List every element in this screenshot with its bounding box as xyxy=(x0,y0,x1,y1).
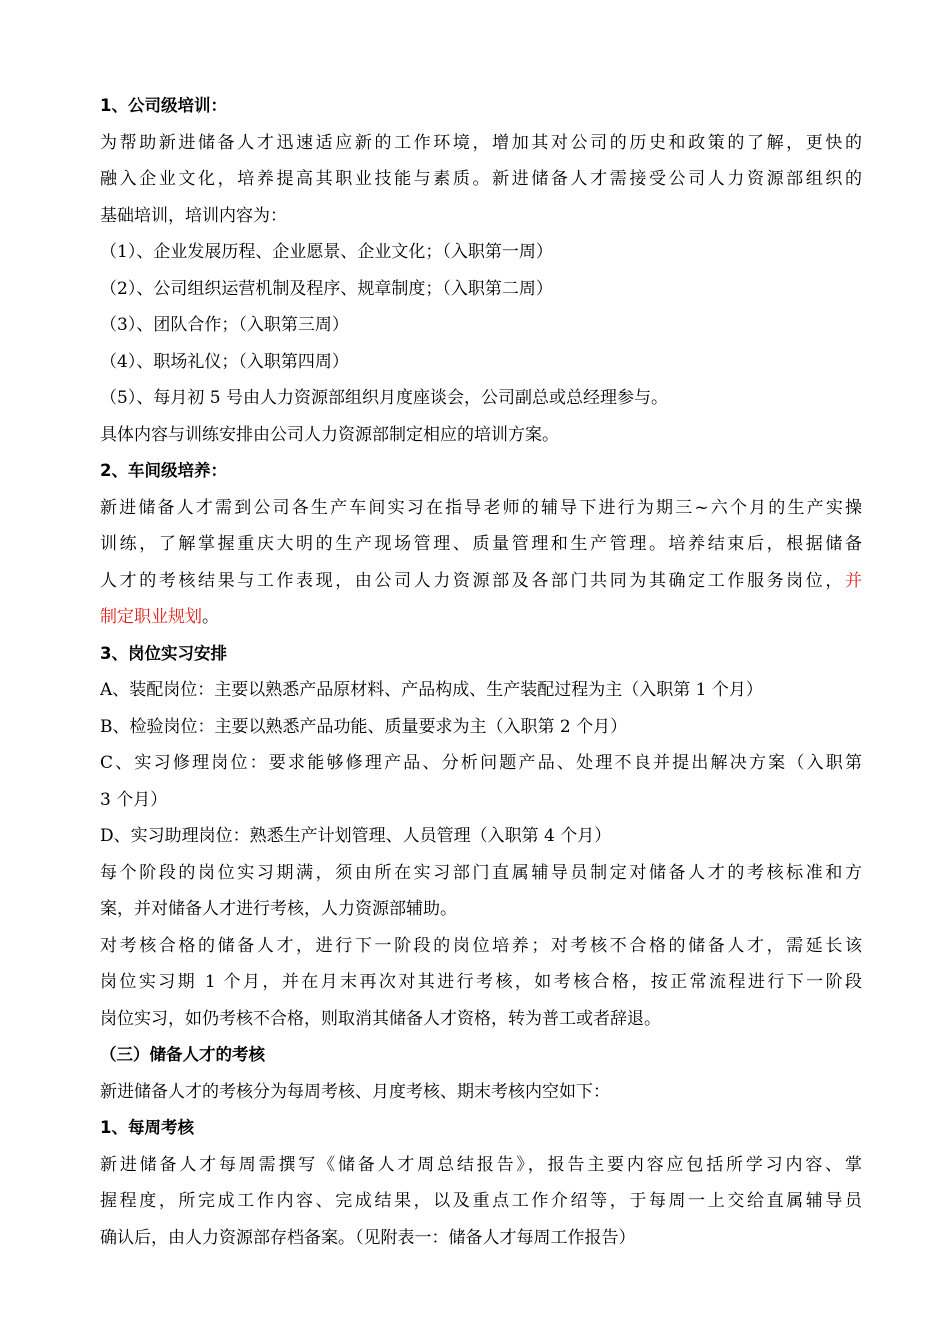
section-heading-internship: 3、岗位实习安排 xyxy=(100,643,227,663)
list-item: B、检验岗位：主要以熟悉产品功能、质量要求为主（入职第 2 个月） xyxy=(100,716,628,737)
list-item: D、实习助理岗位：熟悉生产计划管理、人员管理（入职第 4 个月） xyxy=(100,826,612,846)
section-heading-workshop-training: 2、车间级培养： xyxy=(100,461,227,480)
paragraph-line: 对考核合格的储备人才，进行下一阶段的岗位培养；对考核不合格的储备人才，需延长该 xyxy=(100,935,862,956)
list-item: （3）、团队合作；（入职第三周） xyxy=(100,315,349,335)
list-item: （2）、公司组织运营机制及程序、规章制度；（入职第二周） xyxy=(100,278,553,299)
paragraph-line: 新进储备人才需到公司各生产车间实习在指导老师的辅导下进行为期三~六个月的生产实操 xyxy=(100,497,862,518)
list-item: A、装配岗位：主要以熟悉产品原材料、产品构成、生产装配过程为主（入职第 1 个月） xyxy=(100,680,763,700)
paragraph-line: 融入企业文化，培养提高其职业技能与素质。新进储备人才需接受公司人力资源部组织的 xyxy=(100,169,862,189)
paragraph-line: 训练，了解掌握重庆大明的生产现场管理、质量管理和生产管理。培养结束后，根据储备 xyxy=(100,534,862,554)
paragraph-line: 新进储备人才的考核分为每周考核、月度考核、期末考核内空如下： xyxy=(100,1081,610,1102)
document-page xyxy=(100,88,862,1256)
paragraph-line: 具体内容与训练安排由公司人力资源部制定相应的培训方案。 xyxy=(100,424,559,445)
paragraph-text: 人才的考核结果与工作表现，由公司人力资源部及各部门共同为其确定工作服务岗位， xyxy=(100,570,845,591)
paragraph-line: 新进储备人才每周需撰写《储备人才周总结报告》，报告主要内容应包括所学习内容、掌 xyxy=(100,1154,862,1175)
paragraph-line xyxy=(100,599,862,636)
paragraph-line: 岗位实习期 1 个月，并在月末再次对其进行考核，如考核合格，按正常流程进行下一阶段 xyxy=(100,972,862,992)
paragraph-line: 案，并对储备人才进行考核，人力资源部辅助。 xyxy=(100,899,457,919)
highlighted-text: 制定职业规划 xyxy=(100,607,202,627)
paragraph-line: 握程度，所完成工作内容、完成结果，以及重点工作介绍等，于每周一上交给直属辅导员 xyxy=(100,1191,862,1211)
list-item-continuation: 3 个月） xyxy=(100,789,168,810)
list-item: （5）、每月初 5 号由人力资源部组织月度座谈会，公司副总或总经理参与。 xyxy=(100,388,668,408)
section-heading-weekly-assessment: 1、每周考核 xyxy=(100,1118,194,1137)
list-item: C、实习修理岗位：要求能够修理产品、分析问题产品、处理不良并提出解决方案（入职第 xyxy=(100,753,862,773)
section-heading-assessment: （三）储备人才的考核 xyxy=(100,1045,265,1064)
list-item: （1）、企业发展历程、企业愿景、企业文化；（入职第一周） xyxy=(100,242,553,262)
paragraph-text: 。 xyxy=(202,607,219,627)
section-heading-company-training: 1、公司级培训： xyxy=(100,96,227,115)
list-item: （4）、职场礼仪；（入职第四周） xyxy=(100,351,349,372)
paragraph-line: 每个阶段的岗位实习期满，须由所在实习部门直属辅导员制定对储备人才的考核标准和方 xyxy=(100,862,862,883)
paragraph-line: 确认后，由人力资源部存档备案。（见附表一：储备人才每周工作报告） xyxy=(100,1227,636,1248)
paragraph-line xyxy=(100,563,862,600)
paragraph-line: 基础培训，培训内容为： xyxy=(100,205,287,226)
paragraph-line: 为帮助新进储备人才迅速适应新的工作环境，增加其对公司的历史和政策的了解，更快的 xyxy=(100,132,862,153)
paragraph-line: 岗位实习，如仍考核不合格，则取消其储备人才资格，转为普工或者辞退。 xyxy=(100,1008,661,1029)
highlighted-text: 并 xyxy=(845,570,862,591)
